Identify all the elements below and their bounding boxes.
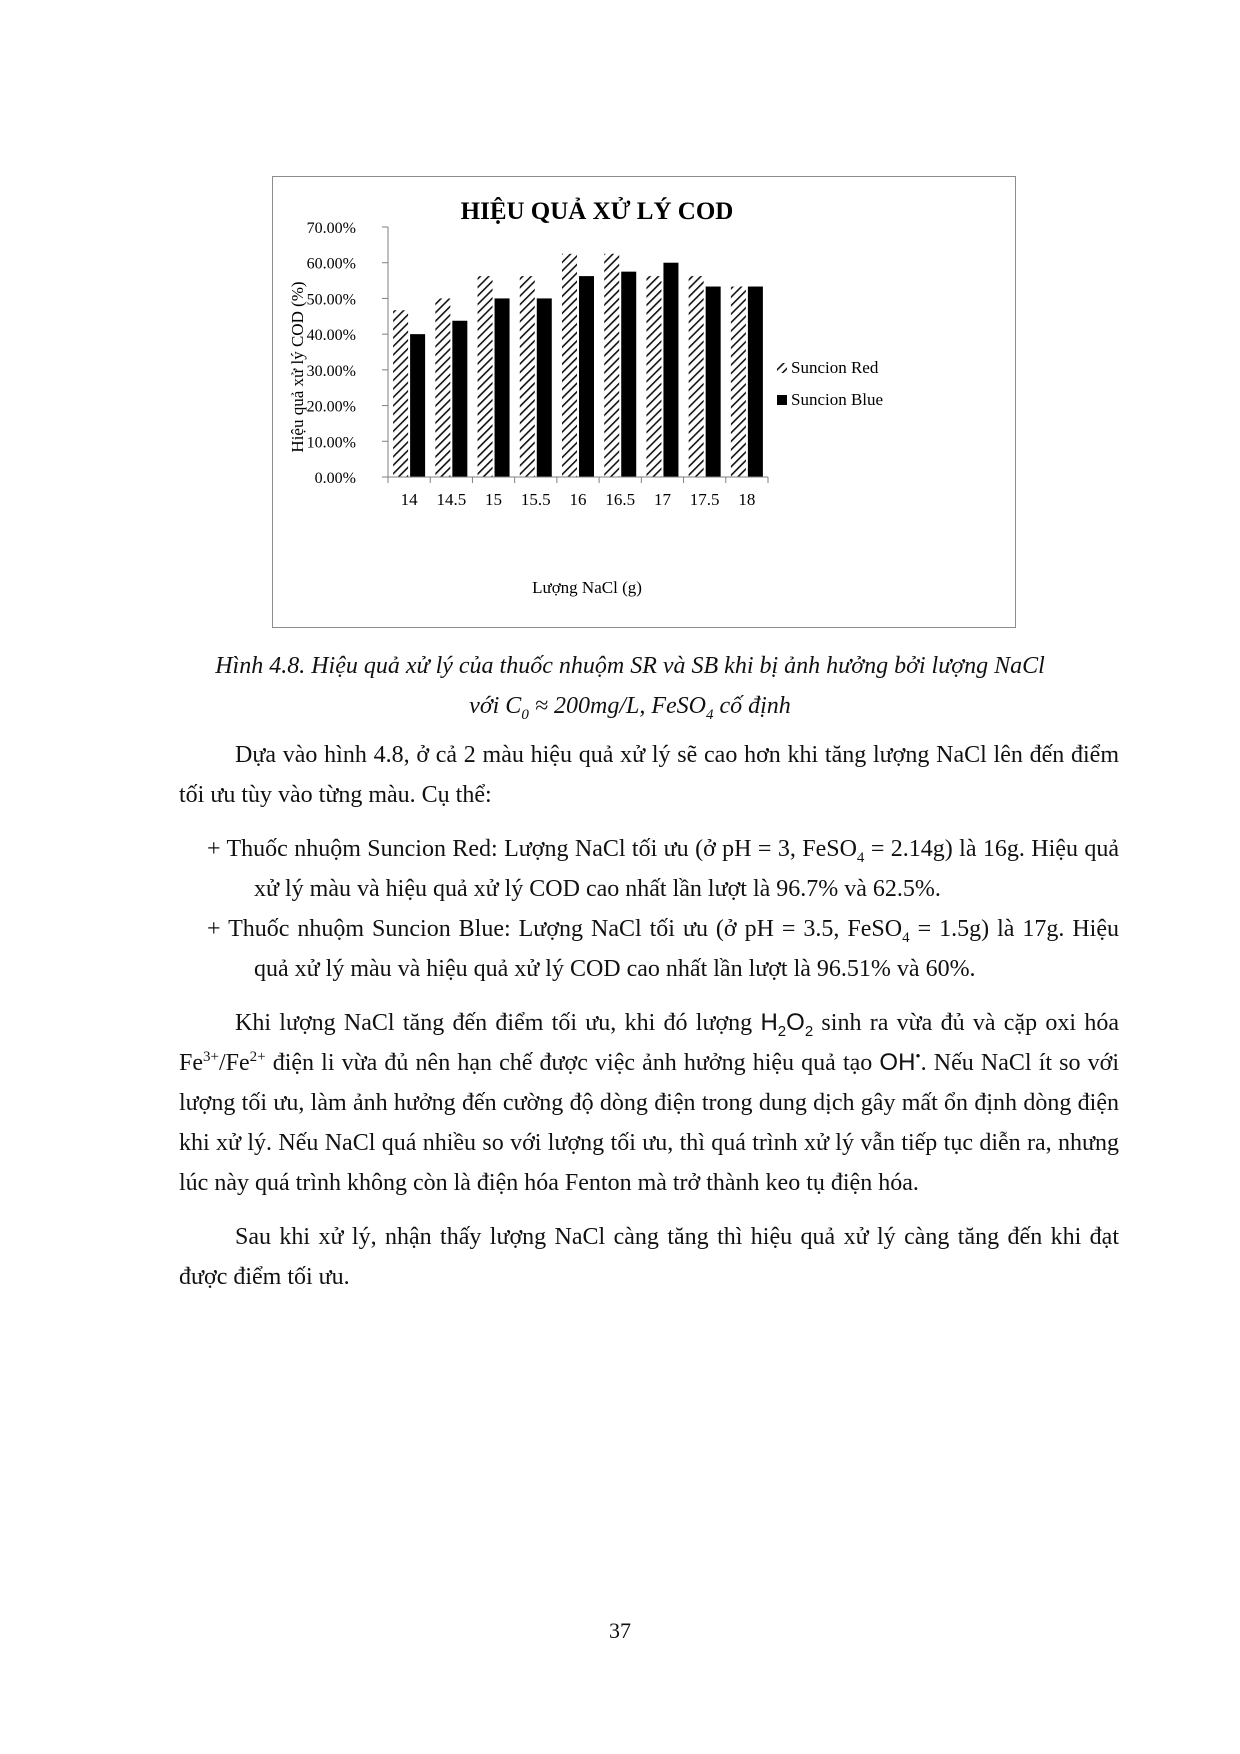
caption-line-2 — [150, 686, 1110, 726]
bar-suncion-blue-14 — [410, 334, 425, 477]
superscript: 2+ — [249, 1049, 266, 1065]
subscript: 4 — [902, 929, 910, 946]
caption-text: với C — [469, 693, 522, 719]
bar-suncion-blue-15 — [495, 298, 510, 477]
y-tick-label: 20.00% — [306, 398, 356, 416]
bar-suncion-blue-16 — [579, 276, 594, 477]
caption-subscript: 4 — [705, 706, 714, 723]
x-tick-label: 15 — [485, 490, 503, 509]
y-tick-label: 60.00% — [306, 255, 356, 273]
caption-line-1: Hình 4.8. Hiệu quả xử lý của thuốc nhuộm SR và SB khi bị ảnh hưởng bởi lượng NaCl — [215, 653, 1045, 679]
paragraph-intro: Dựa vào hình 4.8, ở cả 2 màu hiệu quả xử lý sẽ cao hơn khi tăng lượng NaCl lên đến điểm tối ưu tùy vào từng màu. Cụ thể: — [179, 742, 1119, 808]
list-text: = 2.14g) là 16g. Hiệu quả xử lý màu và hiệu quả xử lý COD cao nhất lần lượt là 96.7% và 62.5%. — [254, 836, 1119, 902]
chart-title: HIỆU QUẢ XỬ LÝ COD — [460, 198, 734, 225]
text: /Fe — [218, 1050, 250, 1076]
text: sinh ra vừa đủ và cặp oxi hóa Fe — [179, 1010, 1119, 1076]
x-tick-label: 14.5 — [436, 490, 467, 509]
caption-subscript: 0 — [521, 706, 529, 723]
legend-swatch-suncion-blue — [777, 395, 787, 405]
y-tick-label: 70.00% — [306, 220, 356, 237]
paragraph-conclusion: Sau khi xử lý, nhận thấy lượng NaCl càng tăng thì hiệu quả xử lý càng tăng đến khi đạt được điểm tối ưu. — [179, 1224, 1119, 1290]
bar-suncion-red-14.5 — [435, 298, 450, 477]
list-item-suncion-blue — [179, 909, 1119, 989]
y-tick-label: 50.00% — [306, 291, 356, 309]
bar-suncion-red-16.5 — [604, 254, 619, 477]
text: điện li vừa đủ nên hạn chế được việc ảnh hưởng hiệu quả tạo — [265, 1050, 880, 1076]
page-number: 37 — [609, 1618, 631, 1643]
y-tick-label: 40.00% — [306, 327, 356, 345]
bar-suncion-red-16 — [562, 254, 577, 477]
formula-oh: OH — [879, 1049, 916, 1076]
bar-suncion-red-17.5 — [689, 276, 704, 477]
cod-bar-chart — [273, 177, 1017, 629]
bar-suncion-blue-16.5 — [621, 272, 636, 477]
list-item-suncion-red — [179, 829, 1119, 909]
y-tick-label: 0.00% — [314, 470, 356, 487]
bar-suncion-blue-17.5 — [706, 287, 721, 477]
legend-label-suncion-blue: Suncion Blue — [791, 390, 884, 409]
bar-suncion-red-18 — [731, 287, 746, 477]
radical-dot: • — [915, 1049, 921, 1065]
bar-suncion-blue-17 — [663, 263, 678, 477]
formula-h: H — [760, 1009, 778, 1036]
bar-suncion-red-17 — [646, 276, 661, 477]
x-tick-label: 14 — [400, 490, 418, 509]
x-tick-label: 16 — [569, 490, 587, 509]
bar-suncion-red-15 — [478, 276, 493, 477]
body-text — [179, 735, 1119, 1297]
bar-suncion-blue-14.5 — [452, 321, 467, 477]
caption-text: ≈ 200mg/L, FeSO — [528, 693, 706, 719]
bar-suncion-blue-18 — [748, 287, 763, 477]
list-text: + Thuốc nhuộm Suncion Red: Lượng NaCl tối ưu (ở pH = 3, FeSO — [207, 836, 857, 862]
bar-suncion-blue-15.5 — [537, 298, 552, 477]
text: Khi lượng NaCl tăng đến điểm tối ưu, khi đó lượng — [235, 1010, 761, 1036]
list-text: = 1.5g) là 17g. Hiệu quả xử lý màu và hiệu quả xử lý COD cao nhất lần lượt là 96.51% và 60%. — [254, 916, 1119, 982]
list-text: + Thuốc nhuộm Suncion Blue: Lượng NaCl tối ưu (ở pH = 3.5, FeSO — [207, 916, 903, 942]
chart-frame — [272, 176, 1016, 628]
superscript: 3+ — [203, 1049, 219, 1065]
legend-swatch-suncion-red — [777, 363, 787, 373]
x-tick-label: 17.5 — [689, 490, 720, 509]
x-tick-label: 15.5 — [520, 490, 551, 509]
subscript: 2 — [804, 1022, 814, 1040]
caption-text: cố định — [713, 693, 791, 719]
x-tick-label: 16.5 — [605, 490, 636, 509]
x-tick-label: 17 — [653, 490, 671, 509]
x-axis-label: Lượng NaCl (g) — [532, 578, 642, 597]
subscript: 2 — [777, 1022, 787, 1040]
text: . Nếu NaCl ít so với lượng tối ưu, làm ảnh hưởng đến cường độ dòng điện trong dung dịch gây mất ổn định dòng điện khi xử lý. Nếu NaCl quá nhiều so với lượng tối ưu, thì quá trình xử lý vẫn tiếp tục diễn ra, nhưng lúc này quá trình không còn là điện hóa Fenton mà trở thành keo tụ điện hóa. — [179, 1050, 1119, 1196]
formula-o: O — [786, 1009, 805, 1036]
paragraph-mechanism — [179, 1003, 1119, 1203]
y-tick-label: 30.00% — [306, 362, 356, 380]
y-tick-label: 10.00% — [306, 434, 356, 452]
bar-suncion-red-14 — [393, 310, 408, 477]
y-axis-label: Hiệu quả xử lý COD (%) — [288, 281, 307, 453]
legend-label-suncion-red: Suncion Red — [791, 358, 879, 377]
bar-suncion-red-15.5 — [520, 276, 535, 477]
x-tick-label: 18 — [738, 490, 756, 509]
subscript: 4 — [856, 849, 865, 866]
figure-caption — [150, 646, 1110, 726]
